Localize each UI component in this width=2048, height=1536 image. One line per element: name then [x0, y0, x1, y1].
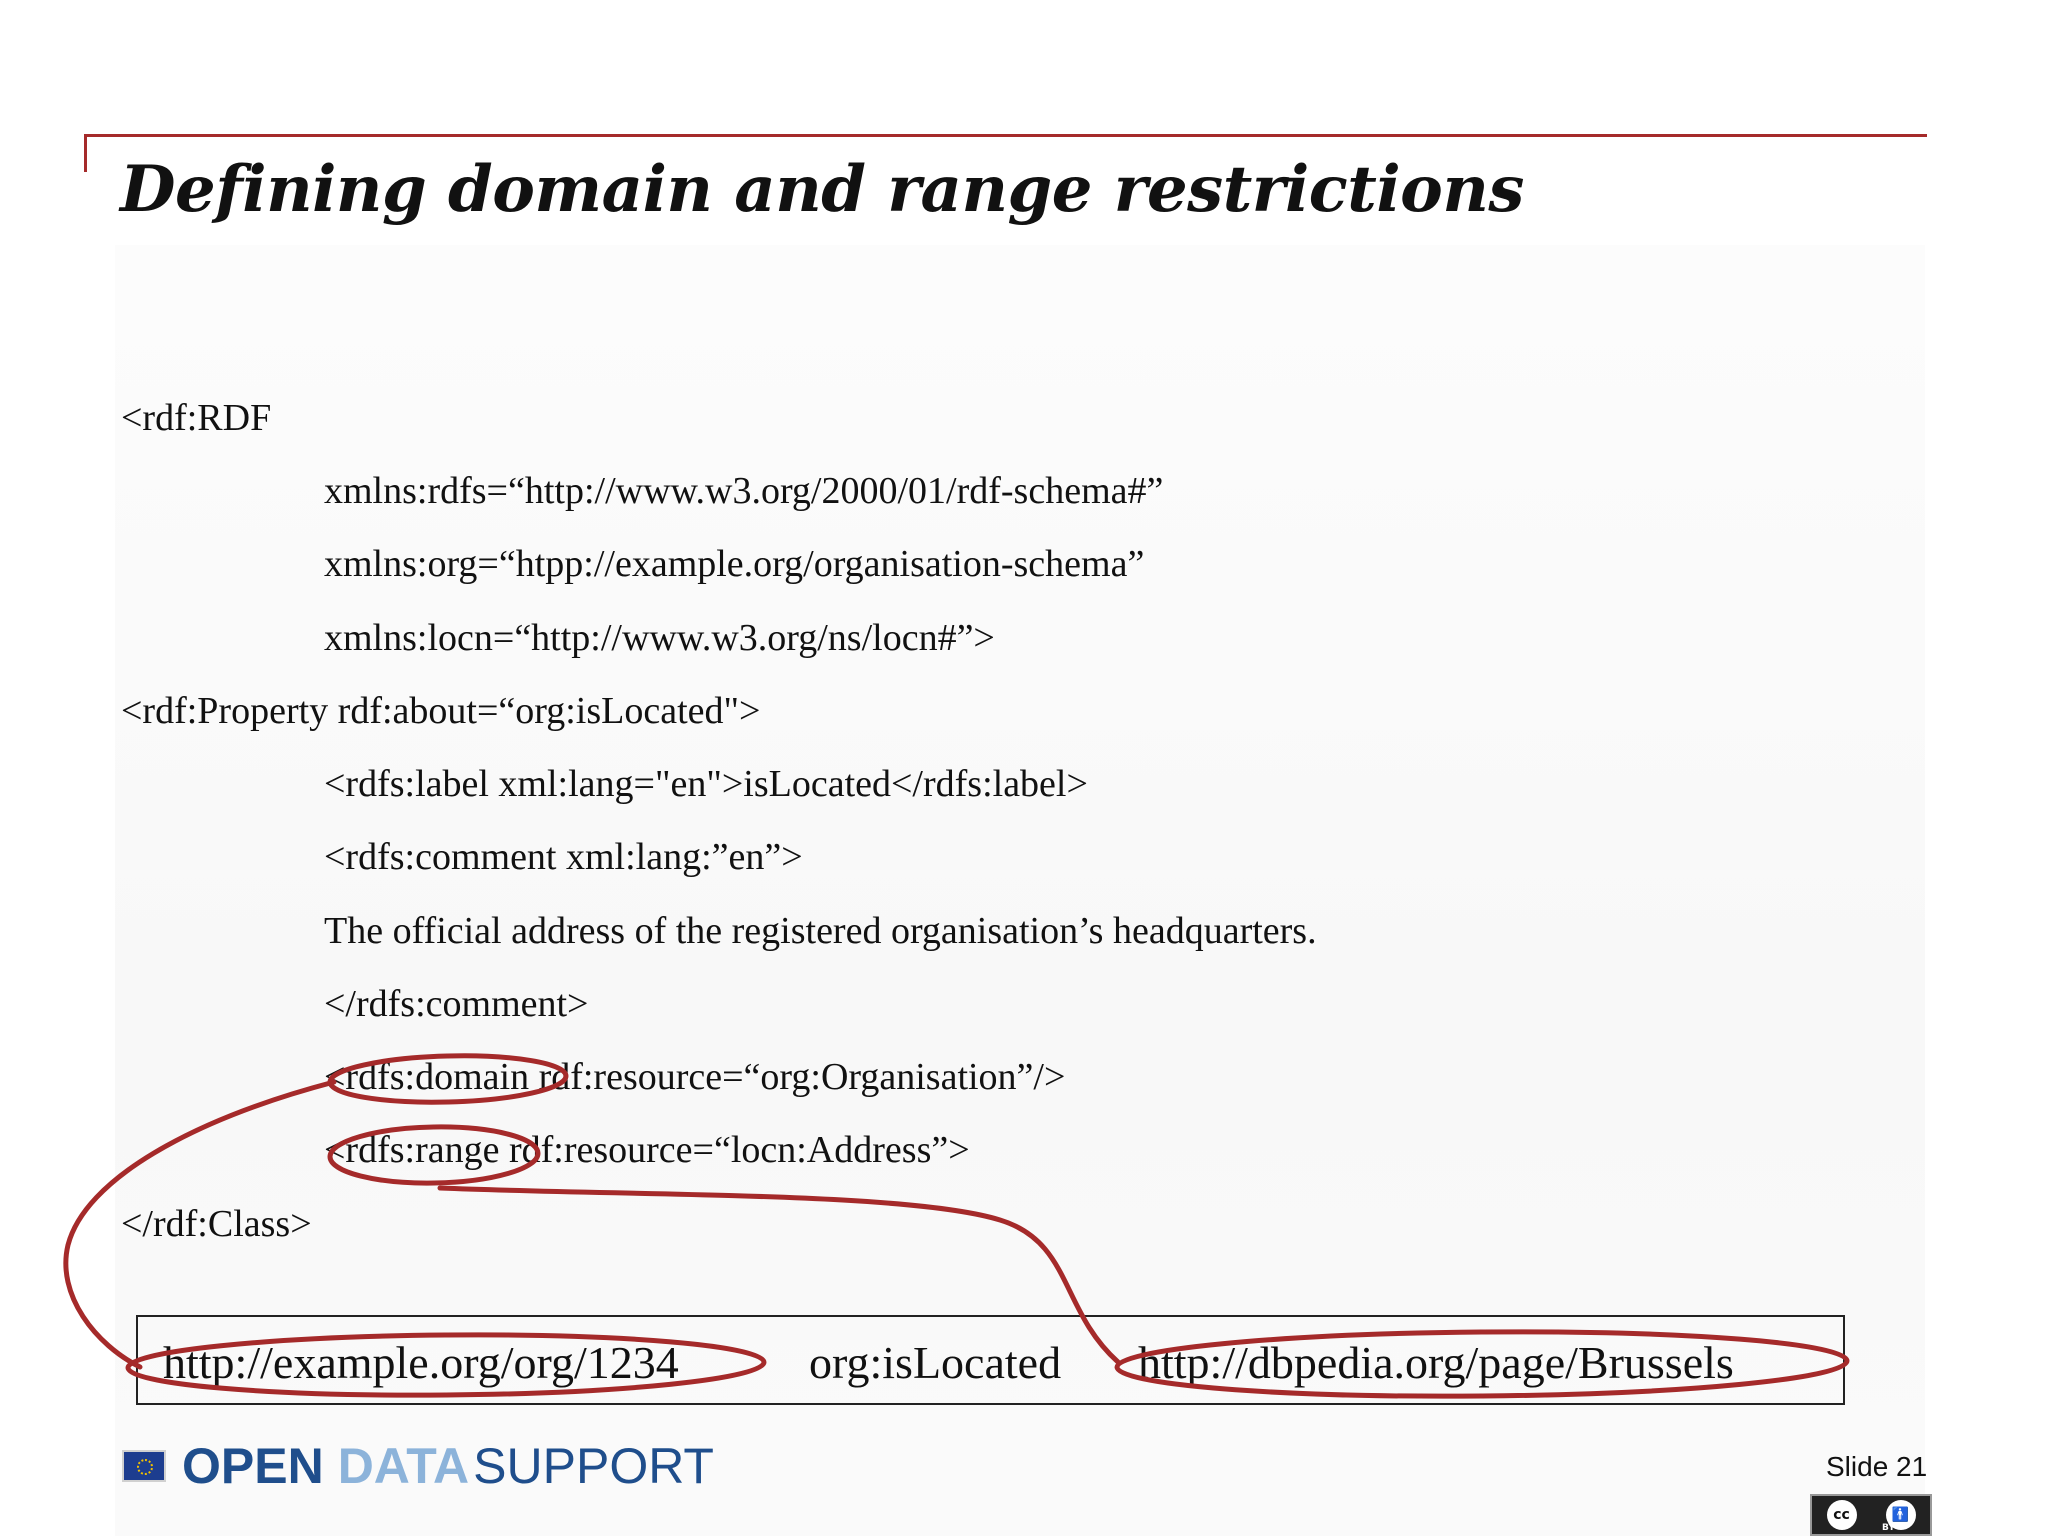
- logo-text-data: DATA: [337, 1438, 470, 1494]
- triple-predicate: org:isLocated: [809, 1337, 1062, 1388]
- code-line: <rdf:Property rdf:about=“org:isLocated">: [121, 690, 761, 732]
- slide-title: Defining domain and range restrictions: [120, 152, 1524, 227]
- creative-commons-icon: cc: [1827, 1500, 1857, 1530]
- triple-subject: http://example.org/org/1234: [163, 1337, 679, 1388]
- code-line: <rdf:RDF: [121, 397, 272, 439]
- eu-flag-icon: [122, 1450, 166, 1482]
- code-line: <rdfs:comment xml:lang:”en”>: [324, 836, 803, 878]
- code-line: <rdfs:label xml:lang="en">isLocated</rdfs:label>: [324, 763, 1088, 805]
- triple-object: http://dbpedia.org/page/Brussels: [1138, 1337, 1734, 1388]
- code-line-range: <rdfs:range rdf:resource=“locn:Address”>: [324, 1129, 970, 1171]
- cc-by-icon: [1810, 1494, 1932, 1536]
- code-line-domain: <rdfs:domain rdf:resource=“org:Organisation”/>: [324, 1056, 1066, 1098]
- title-rule: [84, 134, 1927, 137]
- attribution-icon: 🚹: [1886, 1500, 1916, 1530]
- code-line: </rdfs:comment>: [324, 983, 589, 1025]
- code-line: xmlns:locn=“http://www.w3.org/ns/locn#”>: [324, 617, 995, 659]
- code-line: </rdf:Class>: [121, 1203, 312, 1245]
- license-label: BY: [1882, 1523, 1895, 1533]
- code-line: The official address of the registered organisation’s headquarters.: [324, 910, 1317, 952]
- code-line: xmlns:org=“htpp://example.org/organisation-schema”: [324, 543, 1145, 585]
- logo-text-open: OPEN: [182, 1438, 324, 1494]
- slide-number: Slide 21: [1826, 1451, 1928, 1482]
- code-line: xmlns:rdfs=“http://www.w3.org/2000/01/rdf-schema#”: [324, 470, 1164, 512]
- open-data-support-logo: [122, 1436, 714, 1496]
- logo-text-support: SUPPORT: [473, 1438, 714, 1494]
- title-rule-tick: [84, 134, 87, 172]
